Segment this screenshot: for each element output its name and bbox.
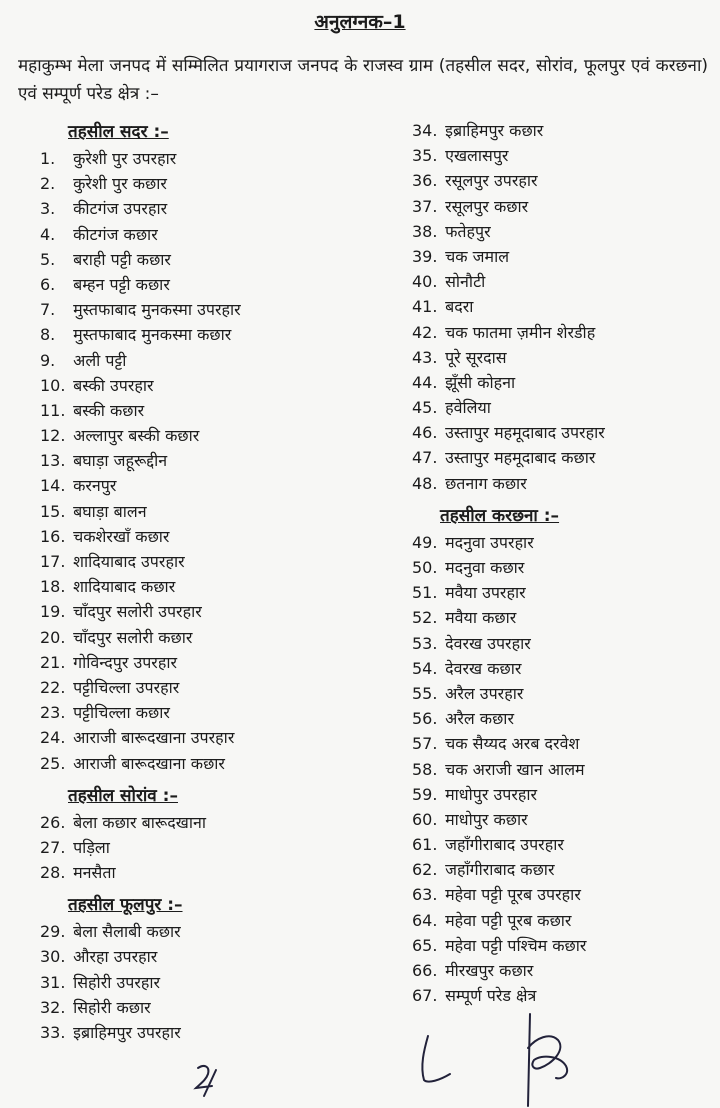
village-name: इब्राहिमपुर उपरहार <box>73 1023 181 1042</box>
village-name: इब्राहिमपुर कछार <box>445 121 544 140</box>
list-item <box>40 970 390 995</box>
item-number: 18. <box>40 577 66 597</box>
item-number: 55. <box>412 683 438 703</box>
village-name: बराही पट्टी कछार <box>73 249 171 269</box>
list-item <box>40 599 390 624</box>
item-number: 22. <box>40 677 66 697</box>
list-item <box>412 143 712 168</box>
village-name: उस्तापुर महमूदाबाद कछार <box>445 448 596 468</box>
village-name: कीटगंज उपरहार <box>73 199 168 219</box>
village-name: छतनाग कछार <box>445 473 527 493</box>
village-name: कीटगंज कछार <box>73 224 158 244</box>
item-number: 28. <box>40 863 66 883</box>
village-name: जहाँगीराबाद कछार <box>445 860 555 880</box>
village-name: चकशेरखाँ कछार <box>73 526 170 546</box>
list-item <box>412 731 712 756</box>
list-item <box>40 625 390 650</box>
item-number: 6. <box>40 274 56 294</box>
list-item <box>40 650 390 675</box>
village-name: फतेहपुर <box>445 221 491 241</box>
list-item <box>40 272 390 297</box>
list-item <box>412 857 712 882</box>
list-item <box>40 725 390 750</box>
village-name: मदनुवा उपरहार <box>445 532 534 552</box>
left-column <box>40 118 390 1045</box>
list-item <box>412 908 712 933</box>
list-item <box>40 297 390 322</box>
item-number: 37. <box>412 196 438 216</box>
item-number: 38. <box>412 221 438 241</box>
village-name: अल्लापुर बस्की कछार <box>73 426 200 446</box>
item-number: 62. <box>412 860 438 880</box>
list-item <box>412 882 712 907</box>
list-item <box>412 471 712 496</box>
list-item <box>40 348 390 373</box>
list-item <box>40 574 390 599</box>
village-name: मदनुवा कछार <box>445 558 525 577</box>
list-item <box>40 171 390 196</box>
list-item <box>40 448 390 473</box>
item-number: 25. <box>40 753 66 773</box>
village-name: पूरे सूरदास <box>445 347 507 367</box>
village-name: पट्टीचिल्ला उपरहार <box>73 677 180 697</box>
item-number: 32. <box>40 997 66 1017</box>
list-item <box>40 944 390 969</box>
item-number: 50. <box>412 558 438 577</box>
village-name: अली पट्टी <box>73 350 127 370</box>
item-number: 3. <box>40 199 56 219</box>
list-item <box>40 524 390 549</box>
village-name: रसूलपुर कछार <box>445 196 529 216</box>
village-name: गोविन्दपुर उपरहार <box>73 652 178 672</box>
item-number: 42. <box>412 322 438 342</box>
list-item <box>40 222 390 247</box>
list-item <box>412 832 712 857</box>
list-item <box>40 146 390 171</box>
village-name: बम्हन पट्टी कछार <box>73 274 170 294</box>
list-item <box>412 807 712 832</box>
item-number: 46. <box>412 423 438 443</box>
item-number: 64. <box>412 910 438 930</box>
list-item <box>40 810 390 835</box>
list-item <box>40 919 390 944</box>
item-number: 1. <box>40 149 56 168</box>
village-name: उस्तापुर महमूदाबाद उपरहार <box>445 423 605 443</box>
item-number: 67. <box>412 986 438 1006</box>
item-number: 61. <box>412 835 438 855</box>
item-number: 15. <box>40 501 66 521</box>
village-name: माधोपुर कछार <box>445 809 528 829</box>
item-number: 60. <box>412 809 438 829</box>
village-name: बेला सैलाबी कछार <box>73 922 181 942</box>
item-number: 20. <box>40 627 66 647</box>
list-item <box>412 706 712 731</box>
list-item <box>40 322 390 347</box>
item-number: 34. <box>412 121 438 140</box>
village-name: झूँसी कोहना <box>445 372 516 392</box>
initial-mark-left <box>190 1060 230 1100</box>
village-name: मवैया उपरहार <box>445 583 526 603</box>
village-name: पट्टीचिल्ला कछार <box>73 703 170 723</box>
village-name: देवरख कछार <box>445 658 522 678</box>
list-item <box>412 983 712 1008</box>
village-name: मनसैता <box>73 863 116 883</box>
list-item <box>40 700 390 725</box>
list-item <box>40 835 390 860</box>
item-number: 58. <box>412 759 438 779</box>
item-number: 2. <box>40 174 56 194</box>
village-name: एखलासपुर <box>445 146 509 166</box>
list-item <box>40 995 390 1020</box>
village-name: सिहोरी उपरहार <box>73 972 161 992</box>
list-item <box>412 345 712 370</box>
list-item <box>412 168 712 193</box>
village-name: बघाड़ा बालन <box>73 501 147 521</box>
list-item <box>412 555 712 580</box>
list-item <box>40 1020 390 1045</box>
list-item <box>40 196 390 221</box>
item-number: 12. <box>40 426 66 446</box>
list-item <box>40 247 390 272</box>
section-heading: तहसील फूलपुर :– <box>68 895 183 916</box>
item-number: 9. <box>40 350 56 370</box>
list-item <box>412 370 712 395</box>
village-name: हवेलिया <box>445 398 491 418</box>
signature <box>500 1008 580 1108</box>
item-number: 21. <box>40 652 66 672</box>
village-name: सम्पूर्ण परेड क्षेत्र <box>445 986 537 1006</box>
item-number: 66. <box>412 961 438 980</box>
item-number: 17. <box>40 552 66 571</box>
village-name: बस्की उपरहार <box>73 375 154 395</box>
item-number: 26. <box>40 812 66 832</box>
list-item <box>412 580 712 605</box>
village-name: मुस्तफाबाद मुनकस्मा उपरहार <box>73 300 241 320</box>
village-name: बस्की कछार <box>73 400 145 420</box>
village-name: रसूलपुर उपरहार <box>445 171 538 191</box>
item-number: 4. <box>40 224 56 244</box>
item-number: 24. <box>40 728 66 748</box>
item-number: 54. <box>412 658 438 678</box>
section-heading: तहसील सोरांव :– <box>68 785 178 806</box>
list-item <box>412 958 712 983</box>
item-number: 36. <box>412 171 438 191</box>
village-name: जहाँगीराबाद उपरहार <box>445 835 564 855</box>
village-name: चाँदपुर सलोरी कछार <box>73 627 193 647</box>
village-name: चक अराजी खान आलम <box>445 759 585 779</box>
village-name: देवरख उपरहार <box>445 633 531 653</box>
list-item <box>40 751 390 776</box>
list-item <box>40 423 390 448</box>
list-item <box>412 656 712 681</box>
item-number: 53. <box>412 633 438 653</box>
item-number: 8. <box>40 325 56 345</box>
village-name: चक फातमा ज़मीन शेरडीह <box>445 322 596 342</box>
list-item <box>412 605 712 630</box>
item-number: 19. <box>40 602 66 622</box>
village-name: माधोपुर उपरहार <box>445 784 538 804</box>
list-item <box>412 681 712 706</box>
list-item <box>412 118 712 143</box>
list-item <box>412 219 712 244</box>
list-item <box>412 294 712 319</box>
village-name: अरैल कछार <box>445 709 514 729</box>
village-name: कुरेशी पुर कछार <box>73 174 167 194</box>
list-item <box>412 530 712 555</box>
item-number: 13. <box>40 451 66 471</box>
list-item <box>40 499 390 524</box>
item-number: 41. <box>412 297 438 317</box>
village-name: सिहोरी कछार <box>73 997 151 1017</box>
item-number: 30. <box>40 947 66 967</box>
village-name: बघाड़ा जहूरूद्दीन <box>73 451 168 471</box>
village-name: चक सैय्यद अरब दरवेश <box>445 734 580 754</box>
village-name: महेवा पट्टी पूरब कछार <box>445 910 572 930</box>
list-item <box>40 860 390 885</box>
right-column <box>412 118 712 1008</box>
item-number: 51. <box>412 583 438 603</box>
list-item <box>40 675 390 700</box>
item-number: 45. <box>412 398 438 418</box>
village-name: शादियाबाद उपरहार <box>73 552 185 571</box>
page-title: अनुलग्नक–1 <box>314 11 406 33</box>
intro-paragraph: महाकुम्भ मेला जनपद में सम्मिलित प्रयागराज जनपद के राजस्व ग्राम (तहसील सदर, सोरांव, फूलपुर एवं करछना) एवं सम्पूर्ण परेड क्षेत्र :– <box>18 56 708 104</box>
village-name: बदरा <box>445 297 474 317</box>
list-item <box>412 631 712 656</box>
item-number: 49. <box>412 532 438 552</box>
list-item <box>412 445 712 470</box>
item-number: 39. <box>412 246 438 266</box>
list-item <box>412 395 712 420</box>
list-item <box>40 398 390 423</box>
list-item <box>40 373 390 398</box>
list-item <box>40 549 390 574</box>
list-item <box>412 244 712 269</box>
list-item <box>412 194 712 219</box>
item-number: 48. <box>412 473 438 493</box>
item-number: 33. <box>40 1023 66 1042</box>
item-number: 43. <box>412 347 438 367</box>
item-number: 31. <box>40 972 66 992</box>
village-name: पड़िला <box>73 837 110 857</box>
village-name: चाँदपुर सलोरी उपरहार <box>73 602 202 622</box>
item-number: 11. <box>40 400 66 420</box>
item-number: 35. <box>412 146 438 166</box>
section-heading: तहसील सदर :– <box>68 122 169 142</box>
item-number: 14. <box>40 476 66 496</box>
item-number: 52. <box>412 608 438 628</box>
village-name: मीरखपुर कछार <box>445 961 534 980</box>
item-number: 44. <box>412 372 438 392</box>
item-number: 5. <box>40 249 56 269</box>
village-name: औरहा उपरहार <box>73 947 158 967</box>
section-heading: तहसील करछना :– <box>440 505 560 526</box>
village-name: चक जमाल <box>445 246 510 266</box>
village-name: अरैल उपरहार <box>445 683 524 703</box>
list-item <box>412 320 712 345</box>
item-number: 63. <box>412 885 438 905</box>
item-number: 16. <box>40 526 66 546</box>
item-number: 47. <box>412 448 438 468</box>
list-item <box>412 269 712 294</box>
list-item <box>412 933 712 958</box>
village-name: बेला कछार बारूदखाना <box>73 812 207 832</box>
initial-mark-middle <box>410 1030 460 1090</box>
village-name: शादियाबाद कछार <box>73 577 176 597</box>
item-number: 57. <box>412 734 438 754</box>
village-name: महेवा पट्टी पूरब उपरहार <box>445 885 581 905</box>
item-number: 23. <box>40 703 66 723</box>
item-number: 59. <box>412 784 438 804</box>
item-number: 29. <box>40 922 66 942</box>
list-item <box>40 473 390 498</box>
village-name: आराजी बारूदखाना उपरहार <box>73 728 235 748</box>
list-item <box>412 782 712 807</box>
item-number: 10. <box>40 375 66 395</box>
village-name: आराजी बारूदखाना कछार <box>73 753 225 773</box>
village-name: मवैया कछार <box>445 608 517 628</box>
item-number: 40. <box>412 272 438 292</box>
item-number: 65. <box>412 935 438 955</box>
item-number: 7. <box>40 300 56 320</box>
village-name: कुरेशी पुर उपरहार <box>73 149 177 168</box>
village-name: मुस्तफाबाद मुनकस्मा कछार <box>73 325 232 345</box>
item-number: 27. <box>40 837 66 857</box>
item-number: 56. <box>412 709 438 729</box>
village-name: महेवा पट्टी पश्चिम कछार <box>445 935 587 955</box>
list-item <box>412 420 712 445</box>
village-name: सोनौटी <box>445 272 486 292</box>
village-name: करनपुर <box>73 476 117 496</box>
list-item <box>412 757 712 782</box>
